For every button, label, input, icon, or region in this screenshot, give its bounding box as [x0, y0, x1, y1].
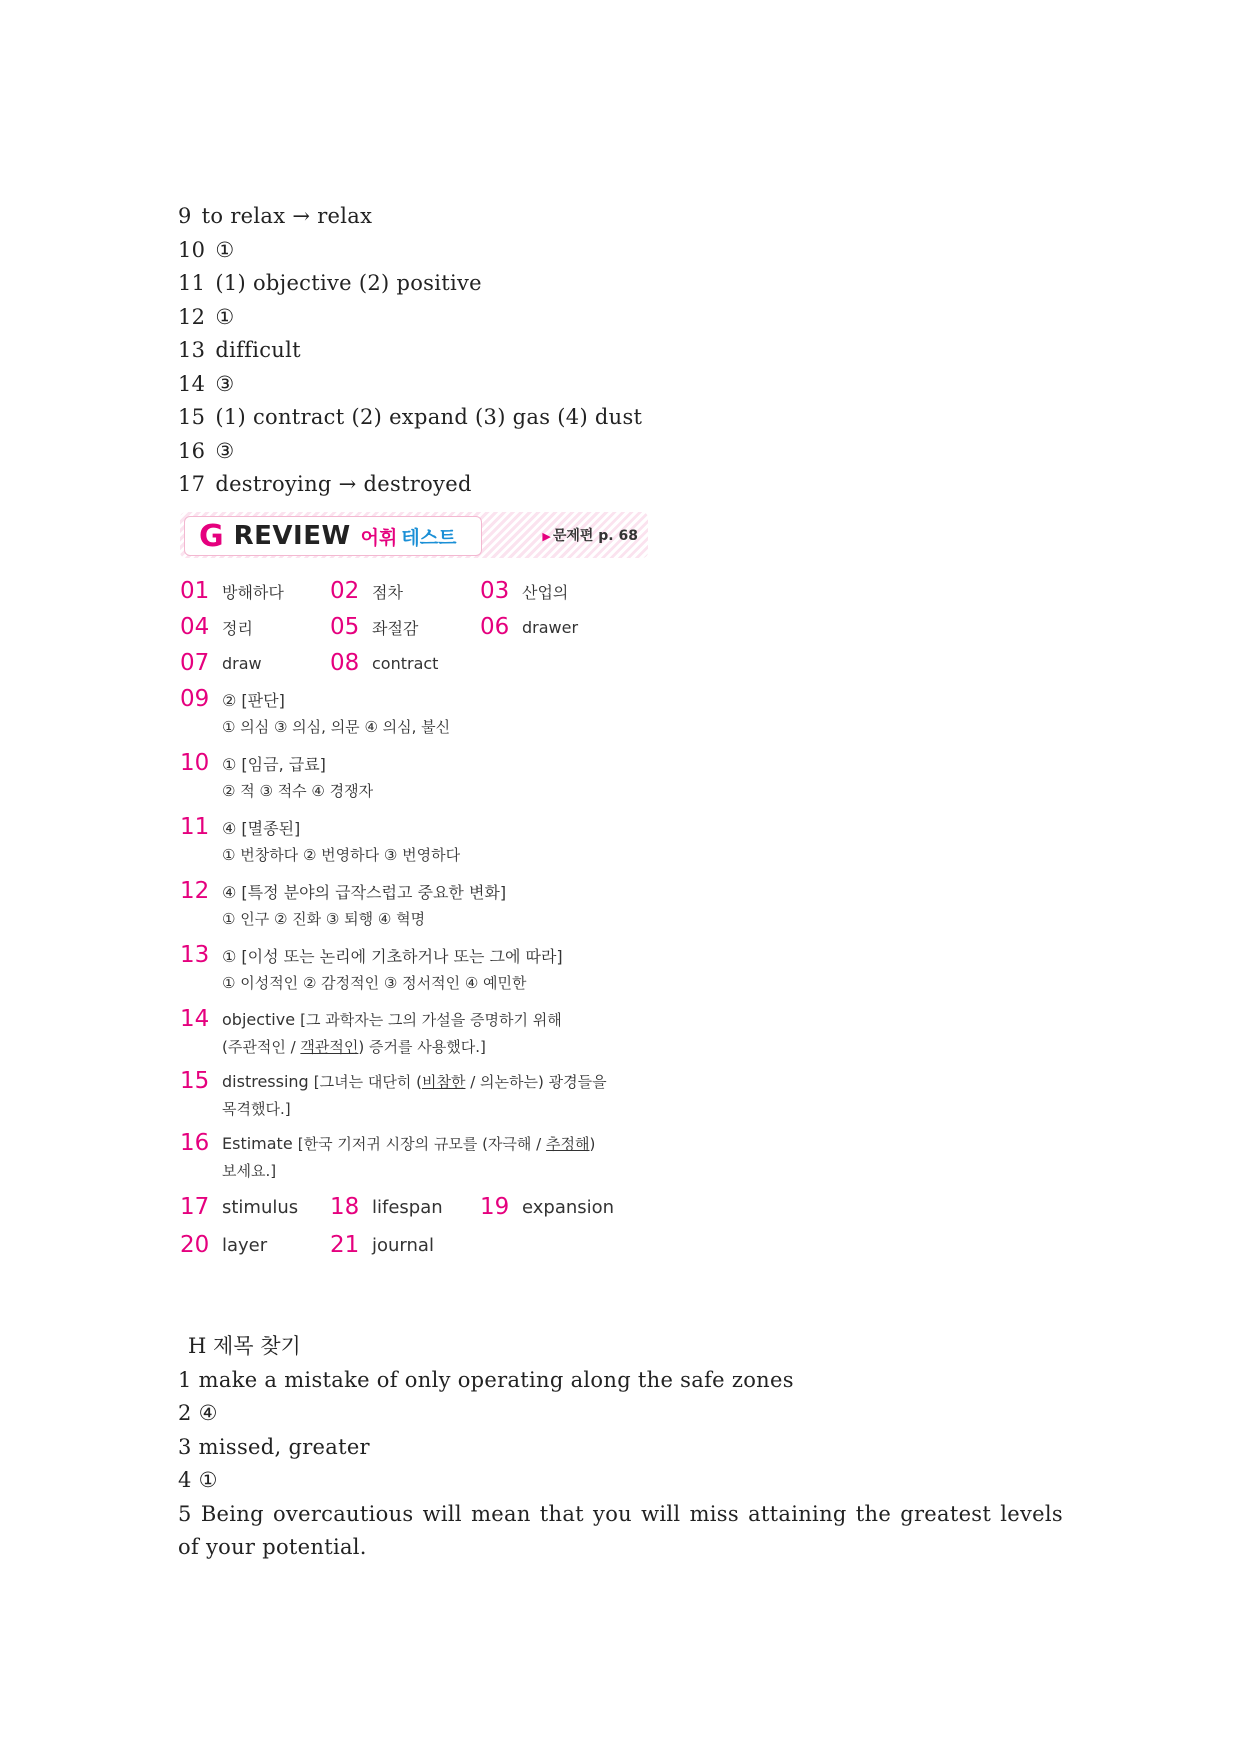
page-reference-text: 문제편 p. 68 [552, 528, 638, 544]
vocab-question [180, 684, 650, 740]
answer-number: 14 [178, 371, 206, 396]
item-number: 05 [330, 614, 360, 640]
item-number: 07 [180, 650, 210, 676]
item-number: 11 [180, 814, 210, 840]
answer-text: to relax → relax [201, 204, 373, 228]
item-answer: ④ [특정 분야의 급작스럽고 중요한 변화] [222, 882, 507, 902]
item-number: 01 [180, 578, 210, 604]
vocab-row [180, 1230, 480, 1260]
answer-text: missed, greater [198, 1434, 370, 1459]
item-number: 09 [180, 686, 210, 712]
vocab-item [180, 1194, 330, 1220]
vocab-row [180, 648, 480, 678]
vocab-item [480, 578, 630, 604]
answer-word: Estimate [222, 1133, 293, 1153]
answer-line [178, 234, 1078, 268]
answer-text: (1) contract (2) expand (3) gas (4) dust [215, 405, 643, 429]
item-choices: ② 적 ③ 적수 ④ 경쟁자 [222, 782, 374, 800]
vocab-question [180, 1004, 650, 1060]
answer-number: 11 [178, 271, 206, 295]
item-sentence [298, 1135, 596, 1153]
review-title [184, 516, 482, 556]
answer-line [178, 1397, 1078, 1431]
answer-line [178, 435, 1078, 469]
vocab-label: 어휘 [360, 526, 398, 549]
item-answer: ② [판단] [222, 690, 285, 710]
test-label: 테스트 [401, 526, 457, 549]
review-vocab-test [180, 512, 650, 1272]
item-sentence [314, 1073, 607, 1091]
item-number: 19 [480, 1194, 510, 1220]
answer-line [178, 301, 1078, 335]
answer-number: 9 [178, 204, 192, 228]
answer-paragraph [178, 1498, 1063, 1565]
item-sentence: [그 과학자는 그의 가설을 증명하기 위해 [300, 1010, 562, 1029]
item-answer: 좌절감 [372, 618, 419, 638]
answer-list-top [178, 200, 1078, 502]
arrow-right-icon: ▶ [542, 530, 551, 543]
answer-number: 13 [178, 338, 206, 362]
answer-word: objective [222, 1009, 296, 1029]
answer-number: 4 [178, 1468, 192, 1492]
vocab-item [180, 578, 330, 604]
item-choices: ① 의심 ③ 의심, 의문 ④ 의심, 불신 [222, 718, 451, 736]
item-number: 04 [180, 614, 210, 640]
item-choices: ① 이성적인 ② 감정적인 ③ 정서적인 ④ 예민한 [222, 974, 527, 992]
sentence-part: ) [589, 1134, 596, 1153]
answer-number: 15 [178, 405, 206, 429]
item-answer: 정리 [222, 618, 253, 638]
item-answer: layer [222, 1234, 268, 1256]
answer-line [178, 1364, 1078, 1398]
item-number: 08 [330, 650, 360, 676]
vocab-question [180, 748, 650, 804]
vocab-question [180, 1066, 650, 1122]
answer-number: 17 [178, 472, 206, 496]
answer-text: difficult [215, 338, 301, 362]
item-number: 03 [480, 578, 510, 604]
sentence-part: ) 증거를 사용했다.] [358, 1038, 486, 1056]
item-answer: journal [372, 1234, 434, 1256]
item-answer [222, 1009, 562, 1030]
sentence-part: (주관적인 / [222, 1038, 301, 1056]
answer-number: 5 [178, 1501, 192, 1526]
vocab-item [330, 1194, 480, 1220]
item-answer [222, 1133, 595, 1154]
item-answer: 산업의 [522, 582, 569, 602]
answer-text: make a mistake of only operating along the safe zones [198, 1367, 794, 1392]
item-answer: ④ [멸종된] [222, 818, 301, 838]
item-number: 12 [180, 878, 210, 904]
sentence-part: / 의논하는) 광경들을 [465, 1072, 607, 1091]
answer-number: 2 [178, 1401, 192, 1425]
vocab-item [330, 1232, 480, 1258]
review-word: REVIEW [233, 521, 351, 551]
item-sentence-cont: 목격했다.] [222, 1100, 291, 1118]
answer-text: destroying → destroyed [215, 472, 472, 496]
answer-word: distressing [222, 1071, 309, 1091]
answer-text: (1) objective (2) positive [215, 271, 482, 295]
underlined-answer: 객관적인 [300, 1038, 359, 1056]
vocab-question [180, 1128, 650, 1184]
item-sentence-cont: 보세요.] [222, 1162, 277, 1180]
answer-line [178, 200, 1078, 234]
answer-line [178, 267, 1078, 301]
item-number: 10 [180, 750, 210, 776]
item-answer: drawer [522, 617, 579, 637]
answer-line [178, 334, 1078, 368]
answer-text: ③ [215, 371, 235, 396]
item-number: 15 [180, 1068, 210, 1094]
vocab-item [330, 650, 480, 676]
vocab-item [330, 578, 480, 604]
section-title: H 제목 찾기 [188, 1334, 301, 1358]
vocab-item [480, 1194, 630, 1220]
vocab-item [180, 614, 330, 640]
answer-number: 1 [178, 1367, 192, 1392]
answer-number: 10 [178, 237, 206, 262]
item-choices: ① 인구 ② 진화 ③ 퇴행 ④ 혁명 [222, 910, 426, 928]
sentence-part: [그녀는 대단히 ( [313, 1072, 422, 1091]
vocab-item [180, 1232, 330, 1258]
vocab-row [180, 1192, 630, 1222]
item-answer: lifespan [372, 1196, 443, 1218]
vocab-question [180, 812, 650, 868]
underlined-answer: 추정해 [546, 1134, 590, 1153]
answer-text: ① [215, 237, 235, 262]
answer-number: 3 [178, 1434, 192, 1459]
sentence-part: [한국 기저귀 시장의 규모를 (자극해 / [297, 1134, 546, 1153]
underlined-answer: 비참한 [421, 1072, 466, 1091]
item-answer: ① [임금, 급료] [222, 754, 326, 774]
answer-text: ① [198, 1468, 218, 1492]
item-number: 13 [180, 942, 210, 968]
section-h [178, 1330, 1078, 1565]
answer-number: 16 [178, 438, 206, 463]
answer-text: ④ [198, 1401, 218, 1425]
item-number: 06 [480, 614, 510, 640]
vocab-row [180, 612, 630, 642]
vocab-question [180, 940, 650, 996]
vocab-item [180, 650, 330, 676]
item-answer: draw [222, 653, 262, 673]
item-sentence-cont [180, 1034, 650, 1060]
answer-number: 12 [178, 304, 206, 329]
item-answer: 점차 [372, 582, 403, 602]
answer-line [178, 1431, 1078, 1465]
page-reference [542, 525, 638, 545]
section-letter: G [199, 518, 224, 554]
vocab-item [480, 614, 630, 640]
answer-line [178, 1464, 1078, 1498]
item-choices: ① 번창하다 ② 번영하다 ③ 번영하다 [222, 846, 461, 864]
item-answer: ① [이성 또는 논리에 기초하거나 또는 그에 따라] [222, 946, 563, 966]
item-answer: expansion [522, 1196, 615, 1218]
item-number: 14 [180, 1006, 210, 1032]
item-answer: contract [372, 653, 439, 673]
answer-line [178, 468, 1078, 502]
answer-line [178, 401, 1078, 435]
item-number: 18 [330, 1194, 360, 1220]
item-number: 21 [330, 1232, 360, 1258]
item-answer: stimulus [222, 1196, 299, 1218]
item-number: 02 [330, 578, 360, 604]
review-header [180, 512, 648, 558]
answer-text: Being overcautious will mean that you will miss attaining the greatest levels of your potential. [178, 1501, 1063, 1559]
item-answer: 방해하다 [222, 582, 284, 602]
answer-text: ① [215, 304, 235, 329]
item-number: 17 [180, 1194, 210, 1220]
answer-line [178, 368, 1078, 402]
item-answer [222, 1071, 607, 1092]
vocab-row [180, 576, 630, 606]
item-number: 20 [180, 1232, 210, 1258]
vocab-item [330, 614, 480, 640]
answer-text: ③ [215, 438, 235, 463]
vocab-question [180, 876, 650, 932]
item-number: 16 [180, 1130, 210, 1156]
